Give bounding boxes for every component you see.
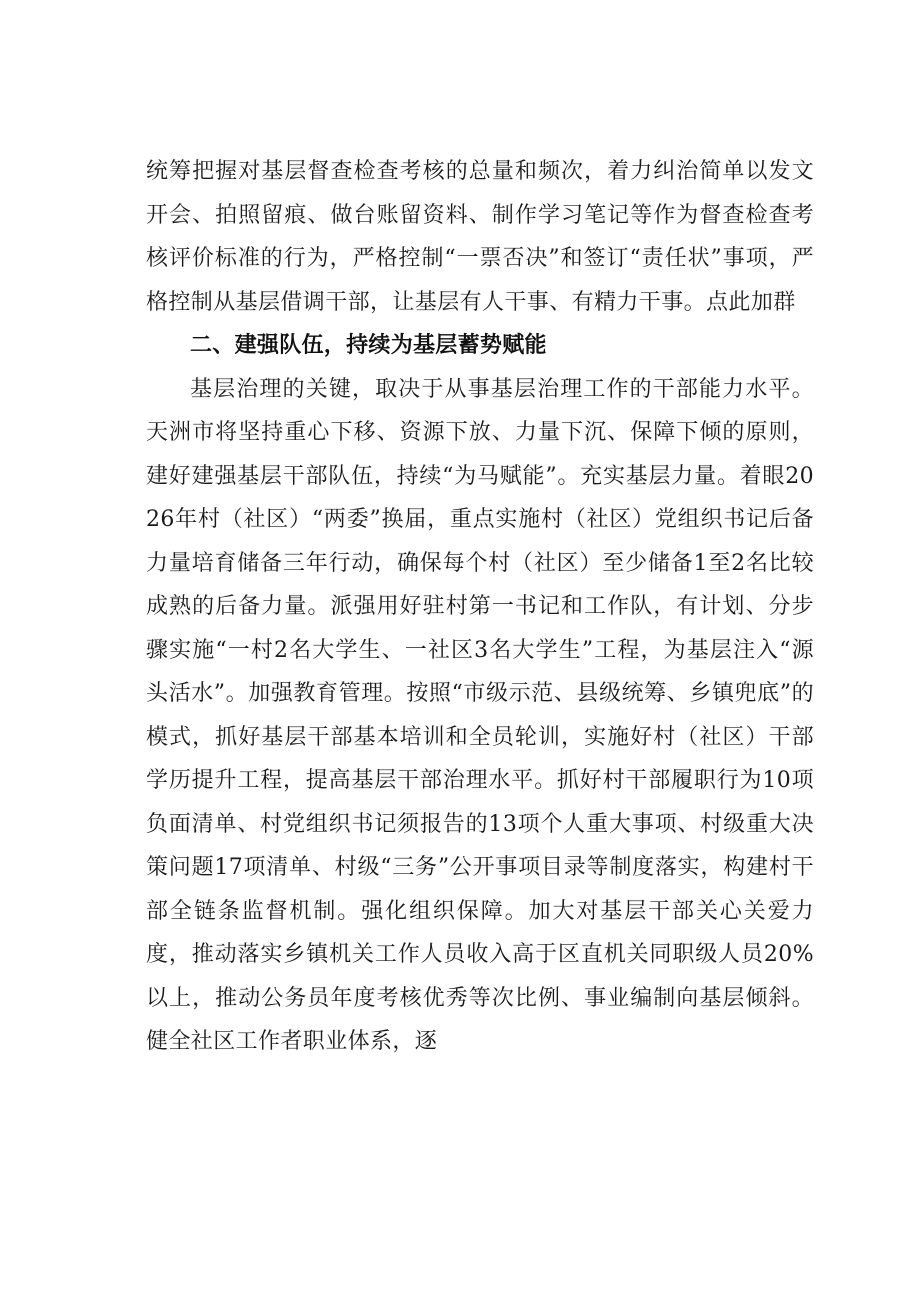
continued-paragraph-text: 统筹把握对基层督查检查考核的总量和频次，着力纠治简单以发文开会、拍照留痕、做台账留资料、制作学习笔记等作为督查检查考核评价标准的行为，严格控制“一票否决”和签订“责任状”事项，严格控制从基层借调干部，让基层有人干事、有精力干事。 (146, 159, 814, 315)
join-group-link[interactable]: 点此加群 (706, 289, 796, 315)
document-body (146, 150, 814, 1064)
section-heading: 二、建强队伍，持续为基层蓄势赋能 (190, 333, 547, 358)
continued-paragraph (146, 150, 814, 324)
section-body-paragraph: 基层治理的关键，取决于从事基层治理工作的干部能力水平。天洲市将坚持重心下移、资源下放、力量下沉、保障下倾的原则，建好建强基层干部队伍，持续“为马赋能”。充实基层力量。着眼2026年村（社区）“两委”换届，重点实施村（社区）党组织书记后备力量培育储备三年行动，确保每个村（社区）至少储备1至2名比较成熟的后备力量。派强用好驻村第一书记和工作队，有计划、分步骤实施“一村2名大学生、一社区3名大学生”工程，为基层注入“源头活水”。加强教育管理。按照“市级示范、县级统筹、乡镇兜底”的模式，抓好基层干部基本培训和全员轮训，实施好村（社区）干部学历提升工程，提高基层干部治理水平。抓好村干部履职行为10项负面清单、村党组织书记须报告的13项个人重大事项、村级重大决策问题17项清单、村级“三务”公开事项目录等制度落实，构建村干部全链条监督机制。强化组织保障。加大对基层干部关心关爱力度，推动落实乡镇机关工作人员收入高于区直机关同职级人员20%以上，推动公务员年度考核优秀等次比例、事业编制向基层倾斜。健全社区工作者职业体系，逐 (146, 376, 814, 1054)
